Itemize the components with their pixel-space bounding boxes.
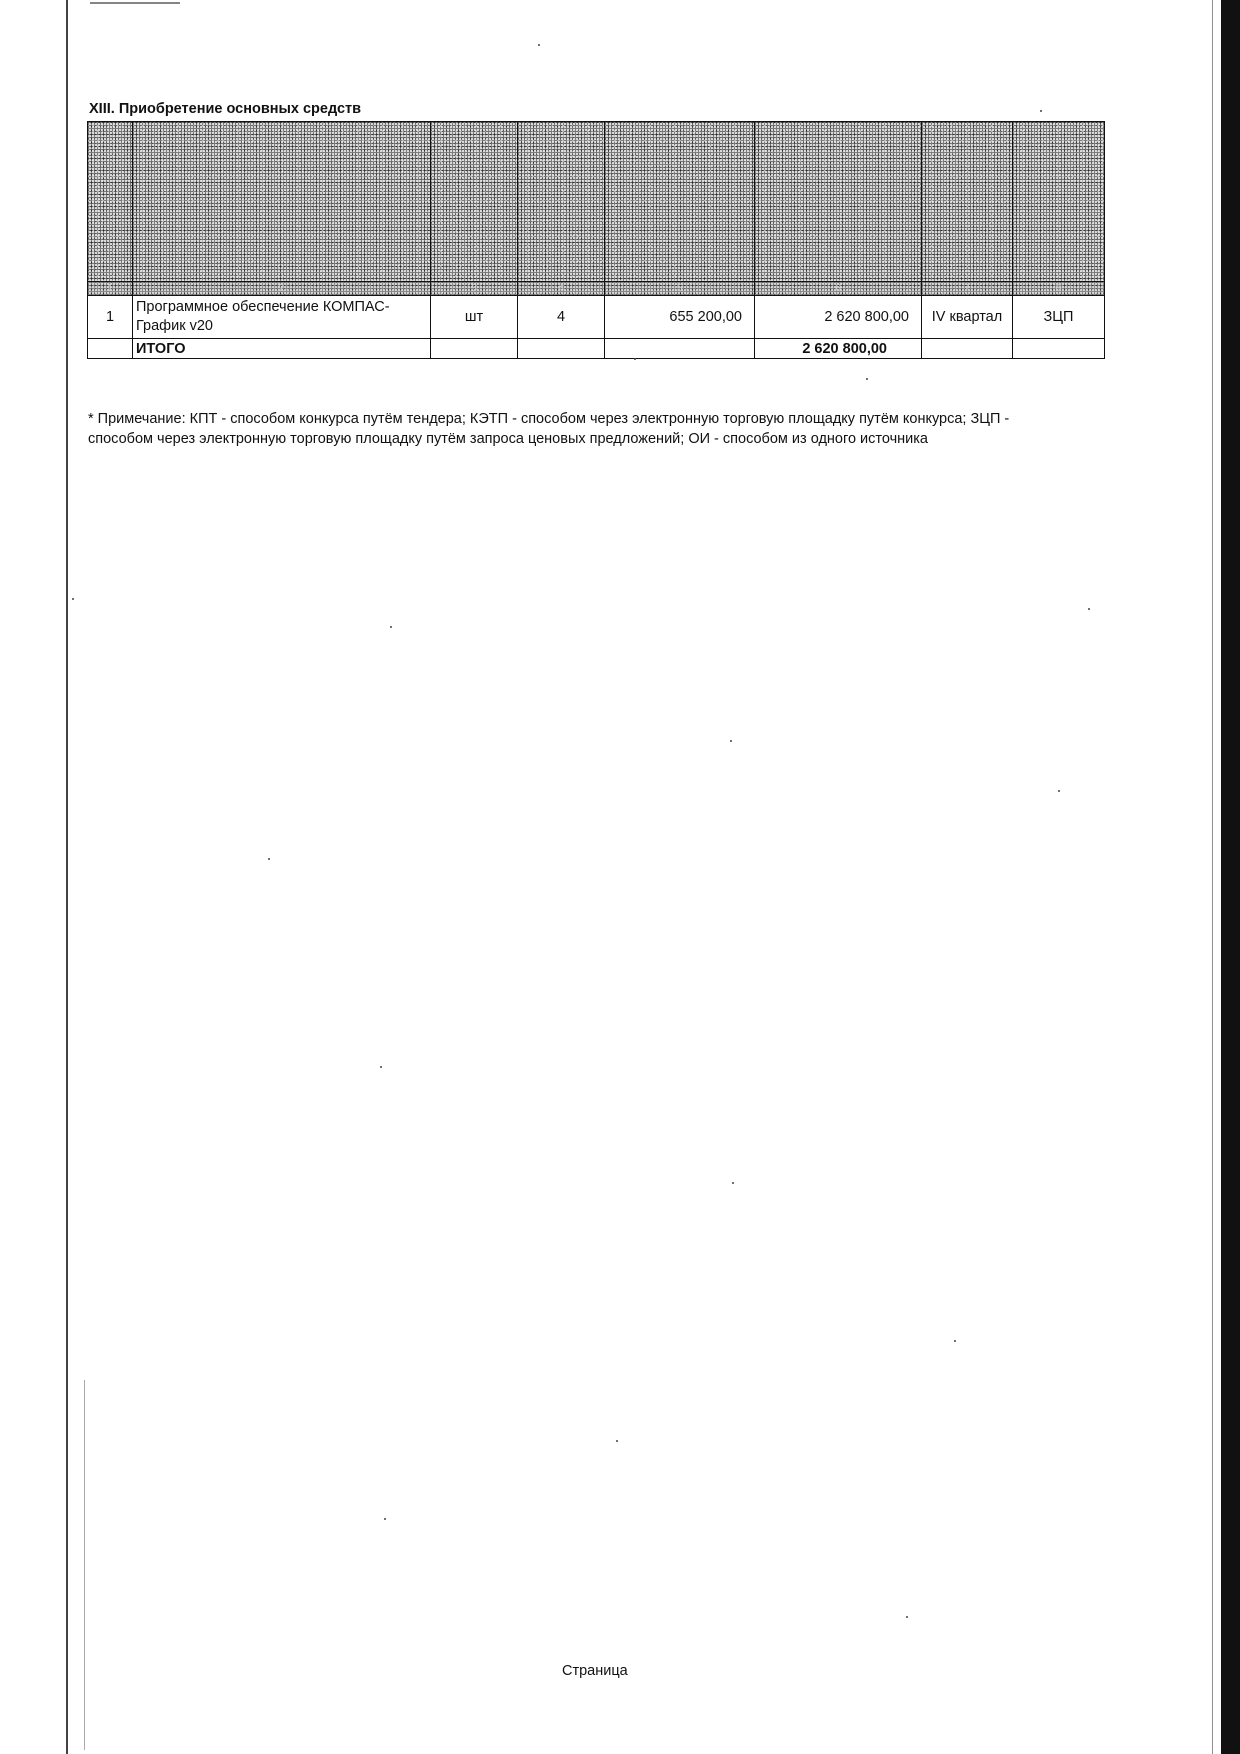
scan-speck bbox=[906, 1616, 908, 1618]
scan-speck bbox=[730, 740, 732, 742]
total-empty-cell bbox=[518, 339, 605, 359]
scan-speck bbox=[866, 378, 868, 380]
fixed-assets-table bbox=[87, 121, 1105, 359]
scan-speck bbox=[634, 358, 636, 360]
header-index bbox=[88, 122, 133, 282]
scan-speck bbox=[384, 1518, 386, 1520]
scan-edge-left-inner bbox=[84, 1380, 85, 1750]
header-method bbox=[1013, 122, 1105, 282]
column-number: 7 bbox=[922, 282, 1013, 296]
column-number: 3 bbox=[431, 282, 518, 296]
total-empty-cell bbox=[88, 339, 133, 359]
column-number: 6 bbox=[755, 282, 922, 296]
row-index: 1 bbox=[88, 296, 133, 339]
total-empty-cell bbox=[922, 339, 1013, 359]
page-footer-label: Страница bbox=[562, 1663, 628, 1679]
column-number-row bbox=[88, 282, 1105, 296]
row-dates: IV квартал bbox=[922, 296, 1013, 339]
column-number: 8 bbox=[1013, 282, 1105, 296]
scan-artifact-top bbox=[90, 2, 180, 4]
row-unit-price: 655 200,00 bbox=[605, 296, 755, 339]
scan-speck bbox=[616, 1440, 618, 1442]
row-quantity: 4 bbox=[518, 296, 605, 339]
column-number: 5 bbox=[605, 282, 755, 296]
scan-speck bbox=[1088, 608, 1090, 610]
column-number: 4 bbox=[518, 282, 605, 296]
header-unit bbox=[431, 122, 518, 282]
scan-speck bbox=[390, 626, 392, 628]
header-unit-price bbox=[605, 122, 755, 282]
row-item-name: Программное обеспечение КОМПАС-График v20 bbox=[133, 296, 431, 339]
scan-speck bbox=[732, 1182, 734, 1184]
column-number: 1 bbox=[88, 282, 133, 296]
total-row bbox=[88, 339, 1105, 359]
column-number: 2 bbox=[133, 282, 431, 296]
header-dates bbox=[922, 122, 1013, 282]
total-label: ИТОГО bbox=[133, 339, 431, 359]
scan-edge-left bbox=[66, 0, 68, 1754]
scan-speck bbox=[538, 44, 540, 46]
scan-speck bbox=[954, 1340, 956, 1342]
total-empty-cell bbox=[1013, 339, 1105, 359]
footnote: * Примечание: КПТ - способом конкурса путём тендера; КЭТП - способом через электронную торговую площадку путём конкурса; ЗЦП - способом через электронную торговую площадку путём запроса ценовых предложений; ОИ - способом из одного источника bbox=[88, 411, 1010, 447]
scan-speck bbox=[72, 598, 74, 600]
section-title: XIII. Приобретение основных средств bbox=[89, 101, 362, 117]
scan-speck bbox=[1040, 110, 1042, 112]
scan-speck bbox=[1058, 790, 1060, 792]
row-total: 2 620 800,00 bbox=[755, 296, 922, 339]
scan-edge-right-line bbox=[1212, 0, 1213, 1754]
header-quantity bbox=[518, 122, 605, 282]
table-header-row bbox=[88, 122, 1105, 282]
row-method: ЗЦП bbox=[1013, 296, 1105, 339]
table-row bbox=[88, 296, 1105, 339]
total-amount: 2 620 800,00 bbox=[755, 339, 922, 359]
scan-speck bbox=[380, 1066, 382, 1068]
header-total bbox=[755, 122, 922, 282]
total-empty-cell bbox=[605, 339, 755, 359]
header-name bbox=[133, 122, 431, 282]
row-unit: шт bbox=[431, 296, 518, 339]
scan-speck bbox=[268, 858, 270, 860]
scan-edge-right bbox=[1218, 0, 1240, 1754]
total-empty-cell bbox=[431, 339, 518, 359]
